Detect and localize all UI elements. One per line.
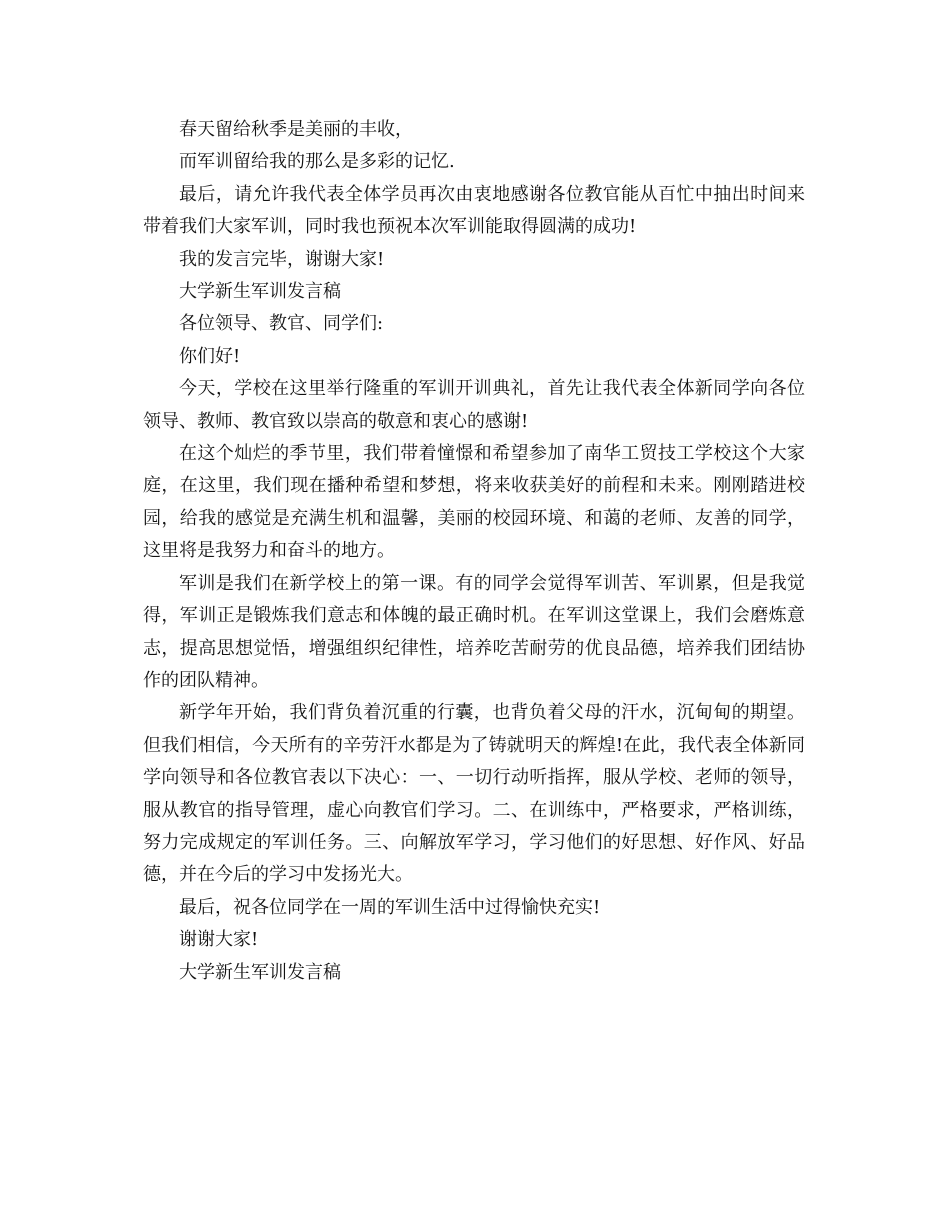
paragraph: 最后，请允许我代表全体学员再次由衷地感谢各位教官能从百忙中抽出时间来带着我们大家军训，同时我也预祝本次军训能取得圆满的成功!	[143, 183, 805, 238]
paragraph: 我的发言完毕，谢谢大家!	[179, 248, 385, 270]
document-body	[143, 114, 805, 989]
paragraph: 军训是我们在新学校上的第一课。有的同学会觉得军训苦、军训累，但是我觉得，军训正是锻炼我们意志和体魄的最正确时机。在军训这堂课上，我们会磨炼意志，提高思想觉悟，增强组织纪律性，培养吃苦耐劳的优良品德，培养我们团结协作的团队精神。	[143, 572, 805, 691]
paragraph: 在这个灿烂的季节里，我们带着憧憬和希望参加了南华工贸技工学校这个大家庭，在这里，我们现在播种希望和梦想，将来收获美好的前程和未来。刚刚踏进校园，给我的感觉是充满生机和温馨，美丽的校园环境、和蔼的老师、友善的同学，这里将是我努力和奋斗的地方。	[143, 443, 805, 562]
paragraph: 而军训留给我的那么是多彩的记忆.	[179, 151, 455, 173]
section-title: 大学新生军训发言稿	[179, 281, 341, 303]
section-title: 大学新生军训发言稿	[179, 961, 341, 983]
greeting: 你们好!	[179, 345, 241, 367]
salutation: 各位领导、教官、同学们:	[179, 313, 384, 335]
paragraph: 春天留给秋季是美丽的丰收，	[179, 119, 413, 140]
paragraph: 最后，祝各位同学在一周的军训生活中过得愉快充实!	[179, 896, 601, 918]
paragraph: 新学年开始，我们背负着沉重的行囊，也背负着父母的汗水，沉甸甸的期望。但我们相信，今天所有的辛劳汗水都是为了铸就明天的辉煌!在此，我代表全体新同学向领导和各位教官表以下决心：一、一切行动听指挥，服从学校、老师的领导，服从教官的指导管理，虚心向教官们学习。二、在训练中，严格要求，严格训练，努力完成规定的军训任务。三、向解放军学习，学习他们的好思想、好作风、好品德，并在今后的学习中发扬光大。	[143, 702, 805, 886]
closing: 谢谢大家!	[179, 929, 259, 951]
paragraph: 今天，学校在这里举行隆重的军训开训典礼，首先让我代表全体新同学向各位领导、教师、教官致以崇高的敬意和衷心的感谢!	[143, 378, 805, 432]
